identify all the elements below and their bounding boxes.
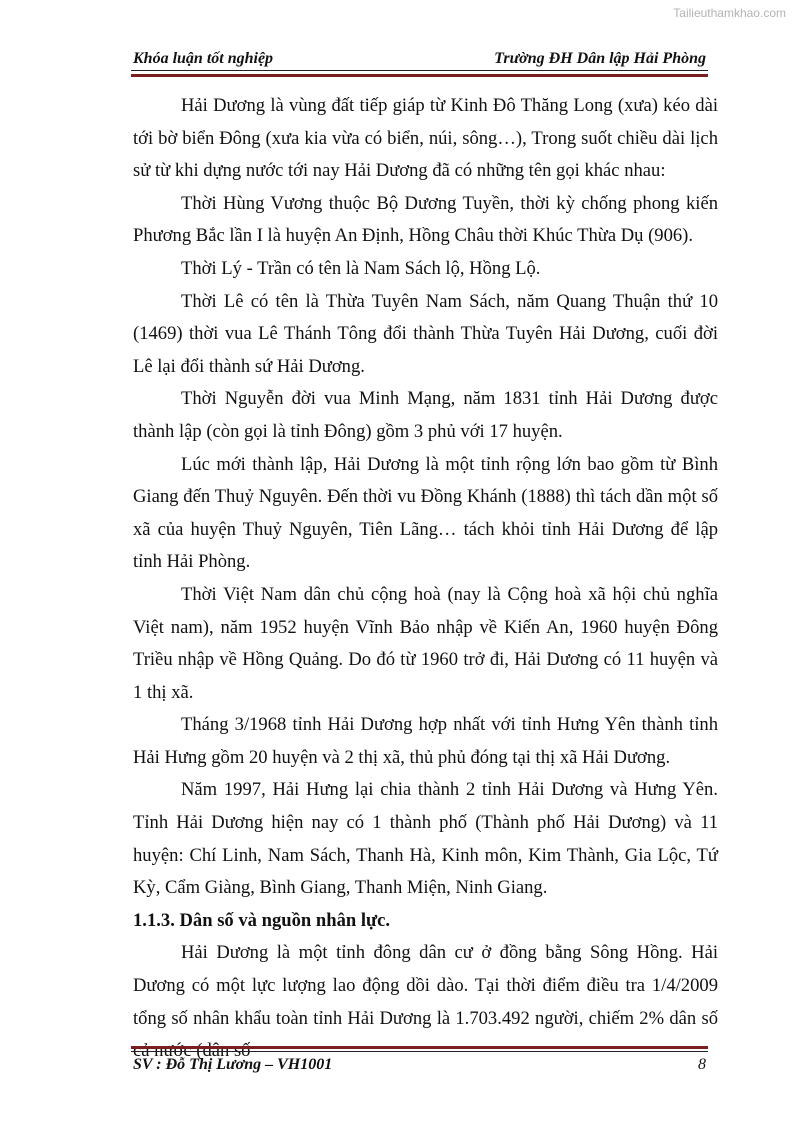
paragraph: Thời Việt Nam dân chủ cộng hoà (nay là Cộng hoà xã hội chủ nghĩa Việt nam), năm 1952 huyện Vĩnh Bảo nhập về Kiến An, 1960 huyện Đông Triều nhập về Hồng Quảng. Do đó từ 1960 trở đi, Hải Dương có 11 huyện và 1 thị xã.	[133, 583, 718, 703]
footer-rule-thick	[131, 1046, 708, 1049]
page-footer	[133, 1056, 706, 1078]
section-heading: 1.1.3. Dân số và nguồn nhân lực.	[133, 909, 391, 931]
paragraph: Thời Lê có tên là Thừa Tuyên Nam Sách, năm Quang Thuận thứ 10 (1469) thời vua Lê Thánh Tông đổi thành Thừa Tuyên Hải Dương, cuối đời Lê lại đổi thành sứ Hải Dương.	[133, 290, 718, 377]
paragraph: Hải Dương là một tỉnh đông dân cư ở đồng bằng Sông Hồng. Hải Dương có một lực lượng lao động dồi dào. Tại thời điểm điều tra 1/4/2009 tổng số nhân khẩu toàn tỉnh Hải Dương là 1.703.492 người, chiếm 2% dân số cả nước (dân số	[133, 942, 718, 1062]
paragraph: Năm 1997, Hải Hưng lại chia thành 2 tỉnh Hải Dương và Hưng Yên. Tỉnh Hải Dương hiện nay có 1 thành phố (Thành phố Hải Dương) và 11 huyện: Chí Linh, Nam Sách, Thanh Hà, Kinh môn, Kim Thành, Gia Lộc, Tứ Kỳ, Cẩm Giàng, Bình Giang, Thanh Miện, Ninh Giang.	[133, 779, 718, 899]
page-number: 8	[698, 1056, 706, 1073]
paragraph: Lúc mới thành lập, Hải Dương là một tỉnh rộng lớn bao gồm từ Bình Giang đến Thuỷ Nguyên. Đến thời vu Đồng Khánh (1888) thì tách dần một số xã của huyện Thuỷ Nguyên, Tiên Lãng… tách khỏi tỉnh Hải Dương để lập tỉnh Hải Phòng.	[133, 453, 718, 573]
footer-rule	[131, 1051, 708, 1052]
page-body	[133, 90, 718, 1068]
header-thesis-label: Khóa luận tốt nghiệp	[133, 50, 274, 67]
header-rule	[131, 70, 708, 71]
paragraph: Thời Nguyễn đời vua Minh Mạng, năm 1831 tỉnh Hải Dương được thành lập (còn gọi là tỉnh Đông) gồm 3 phủ với 17 huyện.	[133, 388, 718, 442]
footer-student: SV : Đỗ Thị Lương – VH1001	[133, 1056, 333, 1073]
header-rule-thick	[131, 74, 708, 77]
paragraph: Tháng 3/1968 tỉnh Hải Dương hợp nhất với tỉnh Hưng Yên thành tỉnh Hải Hưng gồm 20 huyện và 2 thị xã, thủ phủ đóng tại thị xã Hải Dương.	[133, 714, 718, 768]
header-university: Trường ĐH Dân lập Hải Phòng	[494, 50, 706, 67]
watermark: Tailieuthamkhao.com	[673, 6, 786, 20]
paragraph: Thời Lý - Trần có tên là Nam Sách lộ, Hồng Lộ.	[181, 257, 541, 279]
paragraph: Thời Hùng Vương thuộc Bộ Dương Tuyền, thời kỳ chống phong kiến Phương Bắc lần I là huyện An Định, Hồng Châu thời Khúc Thừa Dụ (906).	[133, 192, 718, 247]
page-header	[133, 50, 706, 70]
paragraph: Hải Dương là vùng đất tiếp giáp từ Kinh Đô Thăng Long (xưa) kéo dài tới bờ biển Đông (xưa kia vừa có biển, núi, sông…), Trong suốt chiều dài lịch sử từ khi dựng nước tới nay Hải Dương đã có những tên gọi khác nhau:	[133, 95, 718, 182]
